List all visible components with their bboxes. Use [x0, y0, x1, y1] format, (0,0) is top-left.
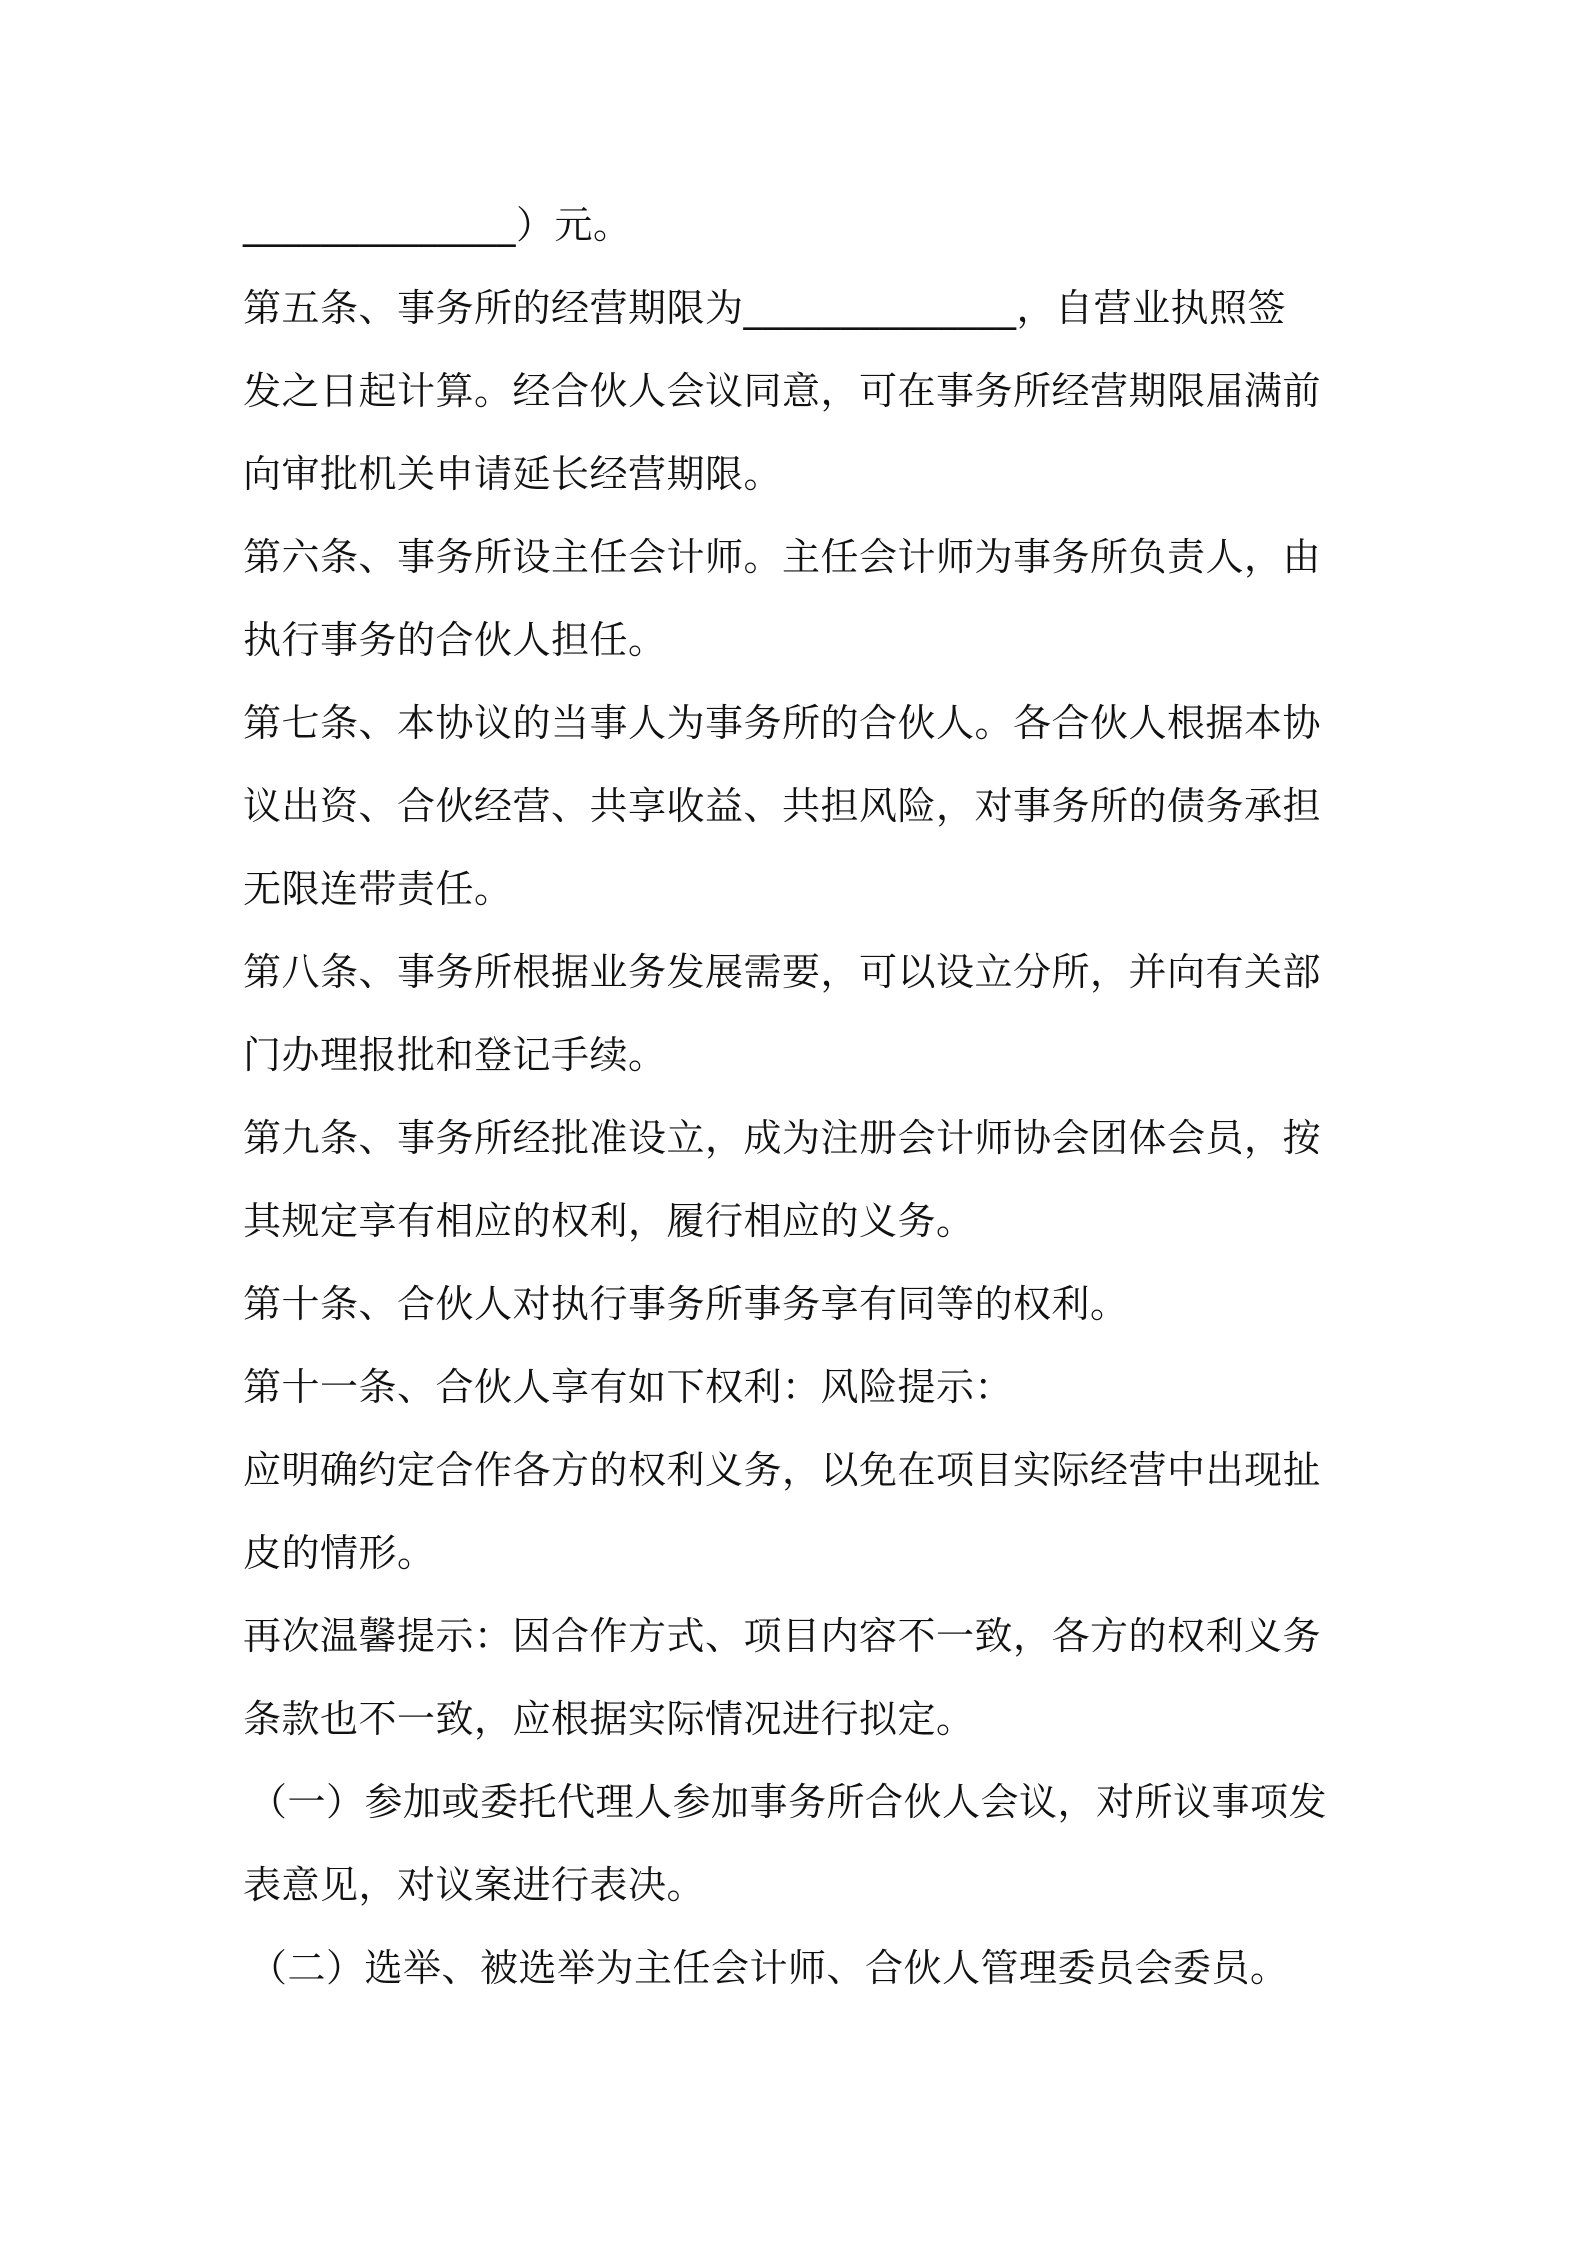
text-line: 第六条、事务所设主任会计师。主任会计师为事务所负责人，由 — [243, 535, 1322, 579]
text-line: 第十条、合伙人对执行事务所事务享有同等的权利。 — [243, 1282, 1129, 1326]
text-line: 应明确约定合作各方的权利义务，以免在项目实际经营中出现扯 — [243, 1448, 1322, 1492]
text-line: 第八条、事务所根据业务发展需要，可以设立分所，并向有关部 — [243, 950, 1322, 994]
text-line: 其规定享有相应的权利，履行相应的义务。 — [243, 1199, 975, 1243]
text-line: 条款也不一致，应根据实际情况进行拟定。 — [243, 1697, 975, 1741]
text-line: 无限连带责任。 — [243, 867, 513, 911]
text-line: 皮的情形。 — [243, 1531, 436, 1575]
text-line: 第九条、事务所经批准设立，成为注册会计师协会团体会员，按 — [243, 1116, 1322, 1160]
document-body — [243, 184, 1363, 2010]
text-line: 第七条、本协议的当事人为事务所的合伙人。各合伙人根据本协 — [243, 701, 1322, 745]
text-line: 议出资、合伙经营、共享收益、共担风险，对事务所的债务承担 — [243, 784, 1322, 828]
text-line: （一）参加或委托代理人参加事务所合伙人会议，对所议事项发 — [249, 1780, 1328, 1824]
text-line: 发之日起计算。经合伙人会议同意，可在事务所经营期限届满前 — [243, 369, 1322, 413]
text-line: 第五条、事务所的经营期限为______________，自营业执照签 — [243, 286, 1287, 330]
text-line: 再次温馨提示：因合作方式、项目内容不一致，各方的权利义务 — [243, 1614, 1322, 1658]
text-line: 第十一条、合伙人享有如下权利：风险提示： — [243, 1365, 1014, 1409]
text-line: 门办理报批和登记手续。 — [243, 1033, 667, 1077]
text-line: 表意见，对议案进行表决。 — [243, 1863, 706, 1907]
text-line: ______________）元。 — [243, 203, 632, 247]
text-line: 向审批机关申请延长经营期限。 — [243, 452, 783, 496]
text-line: （二）选举、被选举为主任会计师、合伙人管理委员会委员。 — [249, 1946, 1289, 1990]
text-line: 执行事务的合伙人担任。 — [243, 618, 667, 662]
